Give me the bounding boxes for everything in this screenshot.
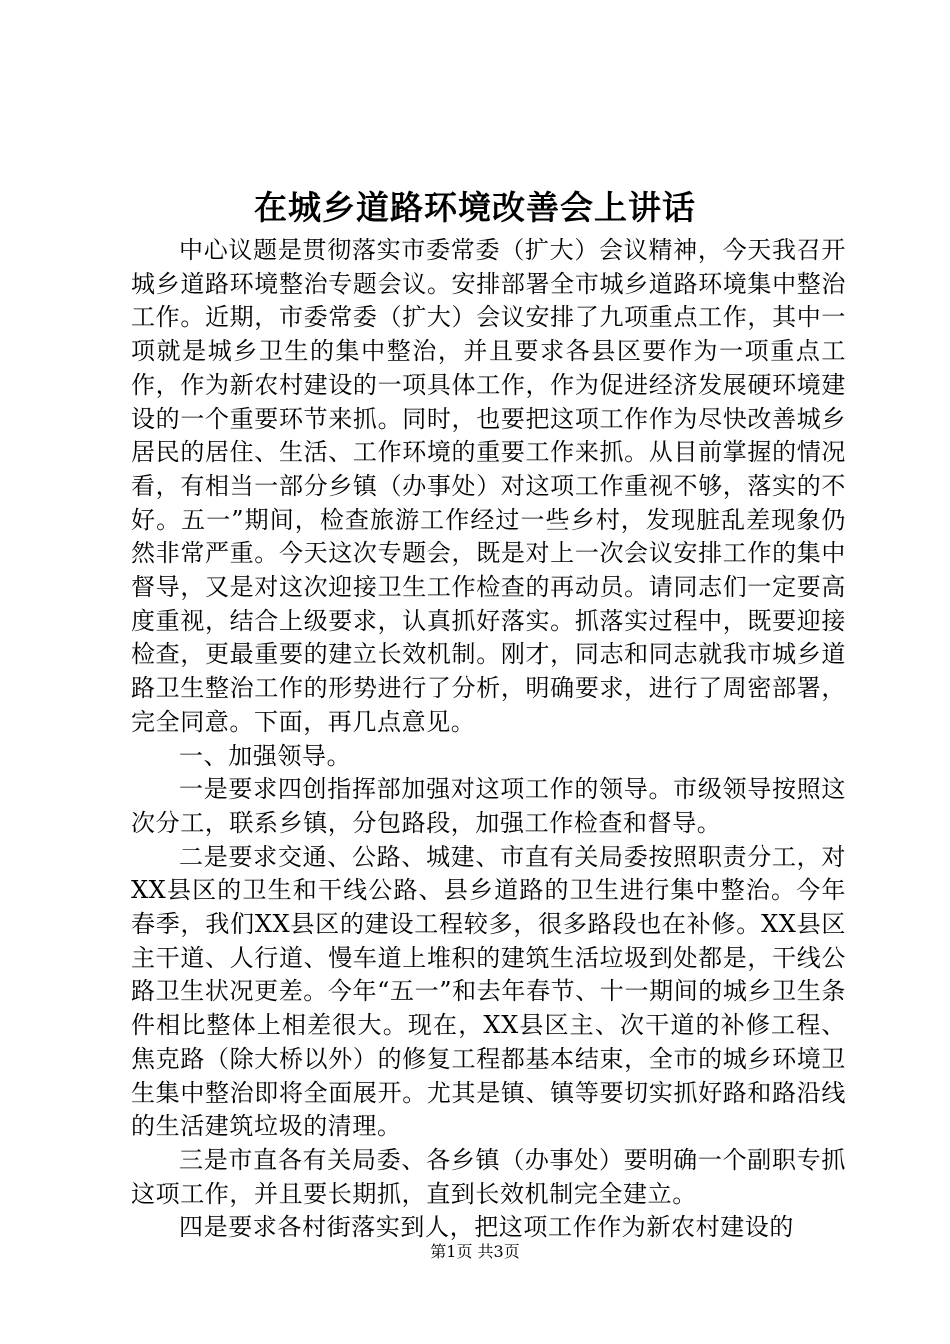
paragraph: 三是市直各有关局委、各乡镇（办事处）要明确一个副职专抓这项工作，并且要长期抓，直到长效机制完全建立。: [131, 1145, 846, 1208]
paragraph: 中心议题是贯彻落实市委常委（扩大）会议精神，今天我召开城乡道路环境整治专题会议。安排部署全市城乡道路环境集中整治工作。近期，市委常委（扩大）会议安排了九项重点工作，其中一项就是城乡卫生的集中整治，并且要求各县区要作为一项重点工作，作为新农村建设的一项具体工作，作为促进经济发展硬环境建设的一个重要环节来抓。同时，也要把这项工作作为尽快改善城乡居民的居住、生活、工作环境的重要工作来抓。从目前掌握的情况看，有相当一部分乡镇（办事处）对这项工作重视不够，落实的不好。五一”期间，检查旅游工作经过一些乡村，发现脏乱差现象仍然非常严重。今天这次专题会，既是对上一次会议安排工作的集中督导，又是对这次迎接卫生工作检查的再动员。请同志们一定要高度重视，结合上级要求，认真抓好落实。抓落实过程中，既要迎接检查，更最重要的建立长效机制。刚才，同志和同志就我市城乡道路卫生整治工作的形势进行了分析，明确要求，进行了周密部署，完全同意。下面，再几点意见。: [131, 236, 846, 736]
section-heading: 一、加强领导。: [179, 741, 352, 770]
paragraph: 二是要求交通、公路、城建、市直有关局委按照职责分工，对XX县区的卫生和干线公路、县乡道路的卫生进行集中整治。今年春季，我们XX县区的建设工程较多，很多路段也在补修。XX县区主干道、人行道、慢车道上堆积的建筑生活垃圾到处都是，干线公路卫生状况更差。今年“五一”和去年春节、十一期间的城乡卫生条件相比整体上相差很大。现在，XX县区主、次干道的补修工程、焦克路（除大桥以外）的修复工程都基本结束，全市的城乡环境卫生集中整治即将全面展开。尤其是镇、镇等要切实抓好路和路沿线的生活建筑垃圾的清理。: [131, 842, 846, 1141]
paragraph: 四是要求各村街落实到人，把这项工作作为新农村建设的: [179, 1213, 794, 1242]
document-body: [131, 234, 846, 1245]
page-footer: 第1页 共3页: [430, 1242, 520, 1261]
paragraph: 一是要求四创指挥部加强对这项工作的领导。市级领导按照这次分工，联系乡镇，分包路段，加强工作检查和督导。: [131, 775, 846, 837]
document-title: 在城乡道路环境改善会上讲话: [254, 188, 696, 227]
